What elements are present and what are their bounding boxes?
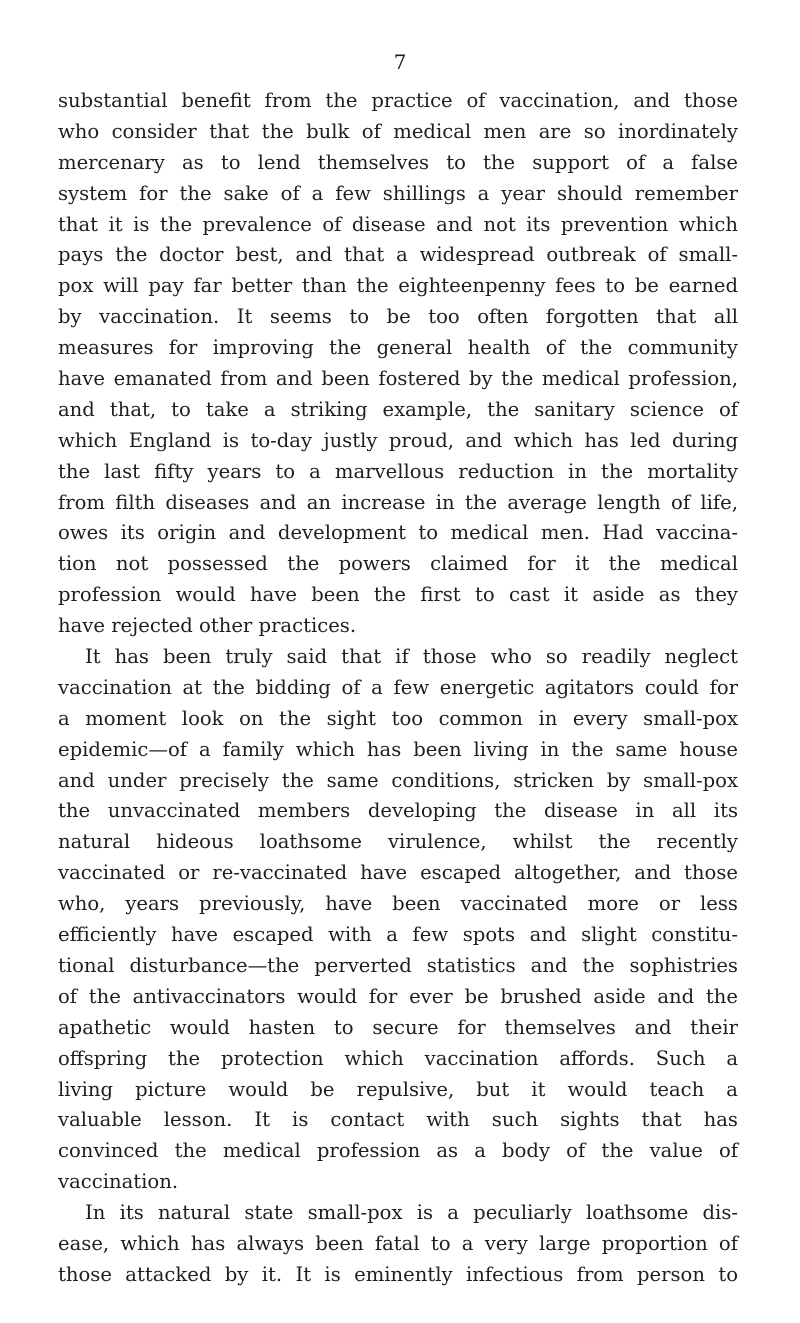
text-line: and that, to take a striking example, the sanitary science of xyxy=(58,397,738,421)
text-line: tional disturbance—the perverted statistics and the sophistries xyxy=(58,953,738,977)
text-line: profession would have been the first to cast it aside as they xyxy=(58,583,738,607)
text-line: It has been truly said that if those who so readily neglect xyxy=(85,645,738,669)
text-line: offspring the protection which vaccination affords. Such a xyxy=(58,1046,738,1070)
text-line: vaccination. xyxy=(58,1170,179,1194)
text-line: a moment look on the sight too common in every small-pox xyxy=(58,706,738,730)
text-line: have rejected other practices. xyxy=(58,614,357,638)
text-line: system for the sake of a few shillings a year should remember xyxy=(58,181,738,205)
text-line: who, years previously, have been vaccinated more or less xyxy=(58,892,738,916)
text-line: tion not possessed the powers claimed for it the medical xyxy=(58,552,738,576)
text-line: measures for improving the general health of the community xyxy=(58,336,738,360)
text-line: which England is to-day justly proud, and which has led during xyxy=(58,428,738,452)
text-line: from filth diseases and an increase in the average length of life, xyxy=(58,490,738,514)
text-line: In its natural state small-pox is a peculiarly loathsome dis- xyxy=(85,1201,738,1225)
text-line: by vaccination. It seems to be too often forgotten that all xyxy=(58,305,738,329)
text-line: of the antivaccinators would for ever be brushed aside and the xyxy=(58,984,738,1008)
text-line: ease, which has always been fatal to a very large proportion of xyxy=(58,1231,738,1255)
text-line: living picture would be repulsive, but it would teach a xyxy=(58,1077,738,1101)
page-number: 7 xyxy=(393,50,407,74)
text-line: natural hideous loathsome virulence, whilst the recently xyxy=(58,830,738,854)
body-text xyxy=(58,86,738,1291)
text-line: epidemic—of a family which has been living in the same house xyxy=(58,737,738,761)
text-line: owes its origin and development to medical men. Had vaccina- xyxy=(58,521,738,545)
text-line: that it is the prevalence of disease and not its prevention which xyxy=(58,212,738,236)
text-line: the last fifty years to a marvellous reduction in the mortality xyxy=(58,459,738,483)
text-line: valuable lesson. It is contact with such sights that has xyxy=(58,1108,738,1132)
text-line: efficiently have escaped with a few spots and slight constitu- xyxy=(58,923,738,947)
text-line: who consider that the bulk of medical men are so inordinately xyxy=(58,119,738,143)
text-line: those attacked by it. It is eminently infectious from person to xyxy=(58,1262,738,1286)
text-line: the unvaccinated members developing the disease in all its xyxy=(58,799,738,823)
text-line: mercenary as to lend themselves to the support of a false xyxy=(58,150,738,174)
text-line: pox will pay far better than the eighteenpenny fees to be earned xyxy=(58,274,738,298)
text-line: have emanated from and been fostered by the medical profession, xyxy=(58,367,738,391)
text-line: and under precisely the same conditions, stricken by small-pox xyxy=(58,768,738,792)
text-line: substantial benefit from the practice of vaccination, and those xyxy=(58,89,738,112)
text-line: vaccinated or re-vaccinated have escaped altogether, and those xyxy=(58,861,738,885)
text-line: apathetic would hasten to secure for themselves and their xyxy=(58,1015,738,1039)
text-line: vaccination at the bidding of a few energetic agitators could for xyxy=(58,675,738,699)
text-line: pays the doctor best, and that a widespread outbreak of small- xyxy=(58,243,738,267)
text-line: convinced the medical profession as a body of the value of xyxy=(58,1139,738,1163)
